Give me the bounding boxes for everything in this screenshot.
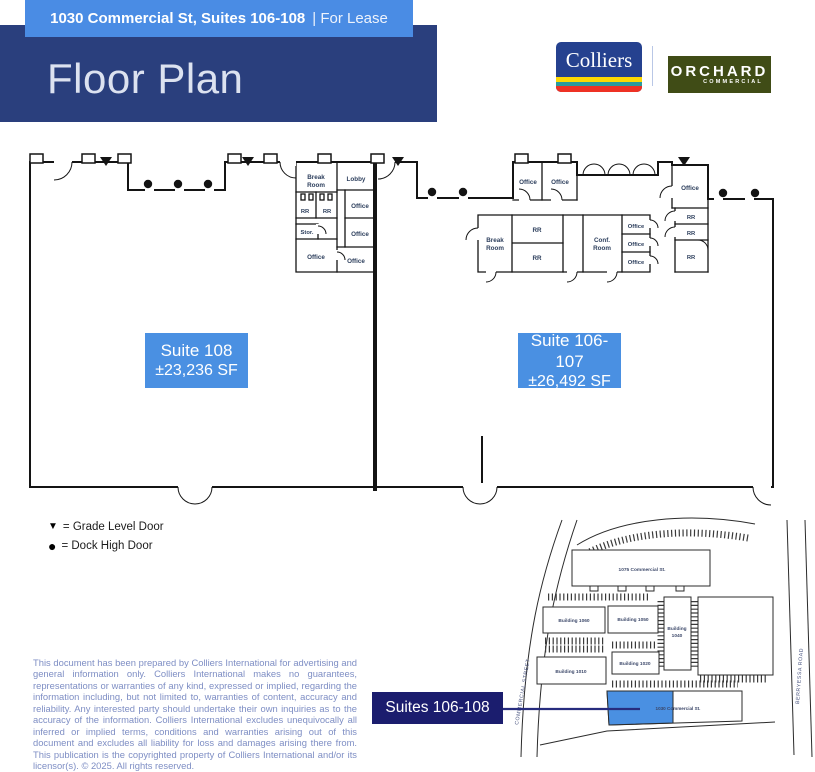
colliers-logo: [556, 42, 642, 92]
room-label: Lobby: [346, 176, 366, 183]
dock-high-door-icon: [719, 189, 727, 197]
map-building-label: 1040: [671, 634, 683, 639]
room-label: Office: [307, 254, 325, 261]
legend-text: = Grade Level Door: [62, 520, 164, 533]
map-building-label: Building: [667, 627, 687, 632]
map-building-label: Building 1010: [555, 670, 587, 675]
room-label: Office: [681, 185, 699, 192]
colliers-logo-text: Colliers: [565, 48, 633, 72]
suite-108-label: [145, 333, 248, 388]
room-label: RR: [300, 209, 310, 215]
street-label: BERRYESSA ROAD: [795, 647, 805, 705]
door-gaps: [54, 158, 771, 491]
map-building-label: Building 1050: [617, 618, 649, 623]
room-label: RR: [686, 215, 696, 221]
room-label: Office: [551, 179, 569, 186]
banner-address: 1030 Commercial St, Suites 106-108: [50, 10, 306, 27]
room-label: Room: [307, 182, 325, 189]
orchard-logo-subtext: COMMERCIAL: [703, 78, 763, 85]
suite-106-107-label: [518, 330, 621, 390]
orchard-logo-text: ORCHARD: [670, 62, 769, 80]
banner-status: | For Lease: [312, 10, 388, 27]
room-label: RR: [532, 227, 542, 234]
site-map: [514, 518, 812, 757]
dock-high-door-icon: [204, 180, 212, 188]
dock-high-door-icon: [144, 180, 152, 188]
room-label: Office: [351, 231, 369, 238]
suite-name: Suite 108: [160, 341, 233, 360]
room-label: Break: [307, 174, 325, 181]
dock-high-door-icon: [428, 188, 436, 196]
suite-name: Suite 106-107: [530, 330, 609, 371]
room-label: RR: [686, 231, 696, 237]
room-label: RR: [686, 255, 696, 261]
page-header: [0, 25, 437, 122]
map-building-label: 1030 Commercial St.: [655, 706, 701, 711]
room-label: Office: [519, 179, 537, 186]
grade-level-door-icon: ▼: [48, 521, 58, 532]
room-label: Office: [347, 258, 365, 265]
street-label: COMMERCIAL STREET: [514, 658, 532, 726]
page-title: Floor Plan: [47, 54, 244, 102]
room-label: Office: [627, 242, 645, 248]
room-label: Room: [593, 245, 611, 252]
colliers-stripe-red: [556, 86, 642, 92]
room-label: Office: [627, 224, 645, 230]
map-building-label: Building 1020: [619, 662, 651, 667]
floor-plan-drawing: [30, 160, 773, 489]
suite-area: ±26,492 SF: [528, 372, 611, 390]
room-label: Stor.: [300, 230, 314, 236]
suites-callout: Suites 106-108: [372, 692, 503, 724]
dock-high-door-icon: [459, 188, 467, 196]
room-label: Break: [486, 237, 504, 244]
door-markers: [100, 157, 759, 197]
room-label: RR: [322, 209, 332, 215]
orchard-logo: [668, 56, 771, 93]
disclaimer-text: This document has been prepared by Colliers International for advertising and general information only. Colliers International makes no guarantees, representations or warranties of any kind, expressed or implied, regarding the information including, but not limited to, warranties of content, accuracy and reliability. Any interested party should undertake their own inquiries as to the accuracy of the information. Colliers International excludes unequivocally all inferred or implied terms, conditions and warranties arising out of this document and excludes all liability for loss and damages arising there from. This publication is the copyrighted property of Colliers International and/or its licensor(s). © 2025. All rights reserved.: [33, 657, 357, 772]
room-label: Conf.: [593, 237, 611, 244]
top-banner: [25, 0, 413, 37]
map-building-label: Building 1060: [558, 619, 590, 624]
suite-area: ±23,236 SF: [155, 362, 238, 379]
dock-high-door-icon: [174, 180, 182, 188]
room-label: Room: [486, 245, 504, 252]
room-label: RR: [532, 255, 542, 262]
room-label: Office: [627, 260, 645, 266]
dock-high-door-icon: [751, 189, 759, 197]
dock-high-door-icon: ●: [48, 537, 57, 554]
map-building-label: 1075 Commercial St.: [618, 568, 666, 573]
room-label: Office: [351, 203, 369, 210]
legend-text: = Dock High Door: [61, 539, 153, 552]
